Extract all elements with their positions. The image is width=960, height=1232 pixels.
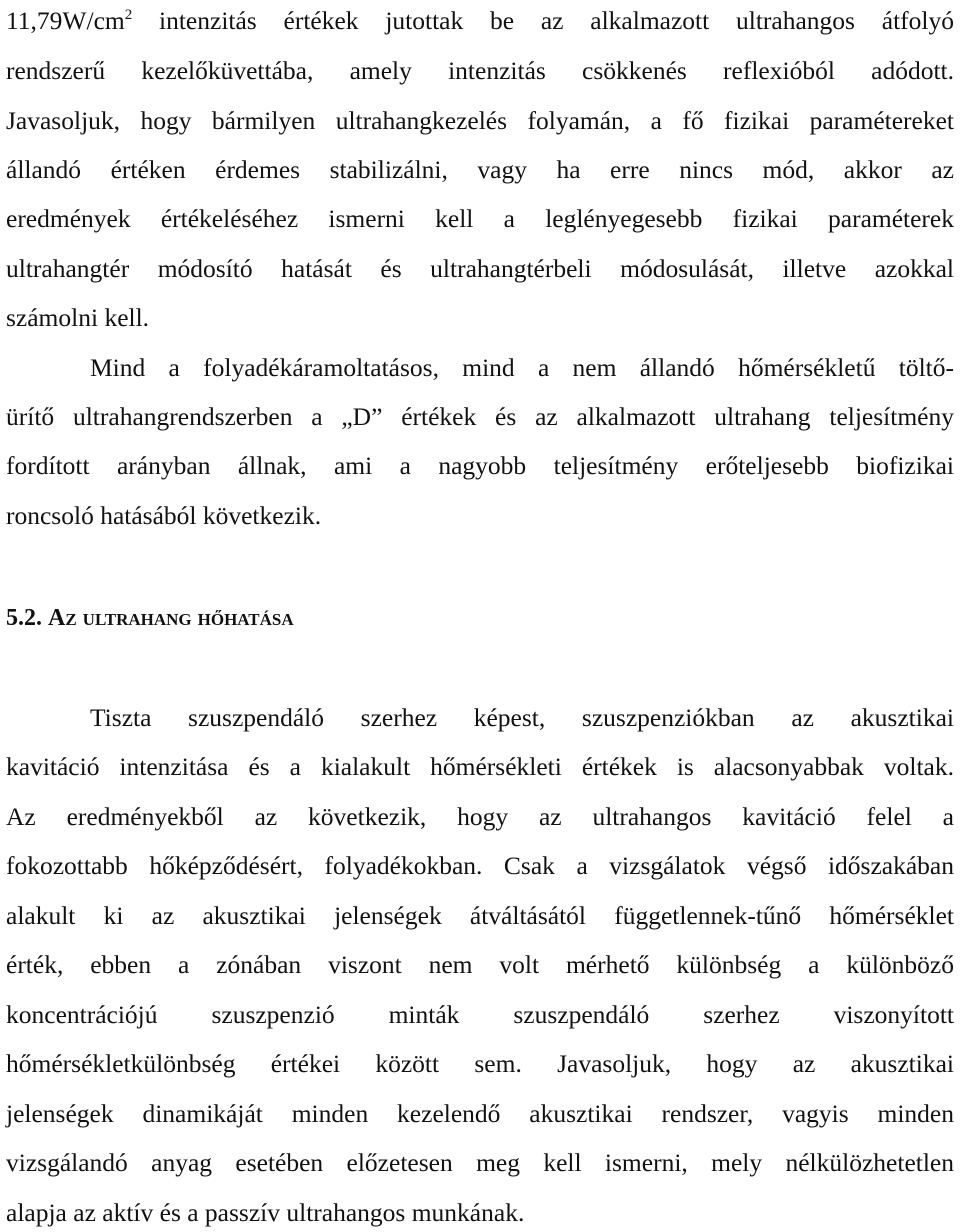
paragraph-1-line: számolni kell. <box>6 303 150 332</box>
paragraph-2-line: fordított arányban állnak, ami a nagyobb teljesítmény erőteljesebb biofizikai <box>6 451 954 480</box>
paragraph-1-line: rendszerű kezelőküvettába, amely intenzitás csökkenés reflexióból adódott. <box>6 56 954 85</box>
paragraph-2-line: Mind a folyadékáramoltatásos, mind a nem állandó hőmérsékletű töltő- <box>90 353 954 382</box>
intensity-value: 11,79W/cm <box>6 6 125 35</box>
paragraph-3-line: alakult ki az akusztikai jelenségek átváltásától függetlennek-tűnő hőmérséklet <box>6 901 954 930</box>
paragraph-3-line: hőmérsékletkülönbség értékei között sem. Javasoljuk, hogy az akusztikai <box>6 1049 954 1078</box>
paragraph-1-line: Javasoljuk, hogy bármilyen ultrahangkezelés folyamán, a fő fizikai paramétereket <box>6 106 954 135</box>
section-number: 5.2. <box>6 605 48 631</box>
paragraph-3-line: Az eredményekből az következik, hogy az ultrahangos kavitáció felel a <box>6 802 954 831</box>
section-heading <box>6 603 294 633</box>
paragraph-2-line: roncsoló hatásából következik. <box>6 501 322 530</box>
paragraph-3-line: jelenségek dinamikáját minden kezelendő akusztikai rendszer, vagyis minden <box>6 1099 954 1128</box>
paragraph-2-line: ürítő ultrahangrendszerben a „D” értékek és az alkalmazott ultrahang teljesítmény <box>6 402 954 431</box>
paragraph-1-line: állandó értéken érdemes stabilizálni, vagy ha erre nincs mód, akkor az <box>6 155 954 184</box>
paragraph-3-line: vizsgálandó anyag esetében előzetesen meg kell ismerni, mely nélkülözhetetlen <box>6 1148 954 1177</box>
paragraph-3-line: érték, ebben a zónában viszont nem volt mérhető különbség a különböző <box>6 950 954 979</box>
paragraph-3-line: kavitáció intenzitása és a kialakult hőmérsékleti értékek is alacsonyabbak voltak. <box>6 752 954 781</box>
unit-exponent: 2 <box>124 7 133 23</box>
paragraph-3-line: Tiszta szuszpendáló szerhez képest, szuszpenziókban az akusztikai <box>90 703 954 732</box>
paragraph-1-line-1 <box>6 6 954 36</box>
paragraph-1-line-1-text: intenzitás értékek jutottak be az alkalmazott ultrahangos átfolyó <box>132 6 954 35</box>
paragraph-3-line: koncentrációjú szuszpenzió minták szuszpendáló szerhez viszonyított <box>6 1000 954 1029</box>
paragraph-1-line: eredmények értékeléséhez ismerni kell a leglényegesebb fizikai paraméterek <box>6 204 954 233</box>
paragraph-1-line: ultrahangtér módosító hatását és ultrahangtérbeli módosulását, illetve azokkal <box>6 254 954 283</box>
paragraph-3-line: alapja az aktív és a passzív ultrahangos munkának. <box>6 1198 525 1227</box>
paragraph-3-line: fokozottabb hőképződésért, folyadékokban. Csak a vizsgálatok végső időszakában <box>6 851 954 880</box>
section-title: Az ultrahang hőhatása <box>48 605 294 631</box>
